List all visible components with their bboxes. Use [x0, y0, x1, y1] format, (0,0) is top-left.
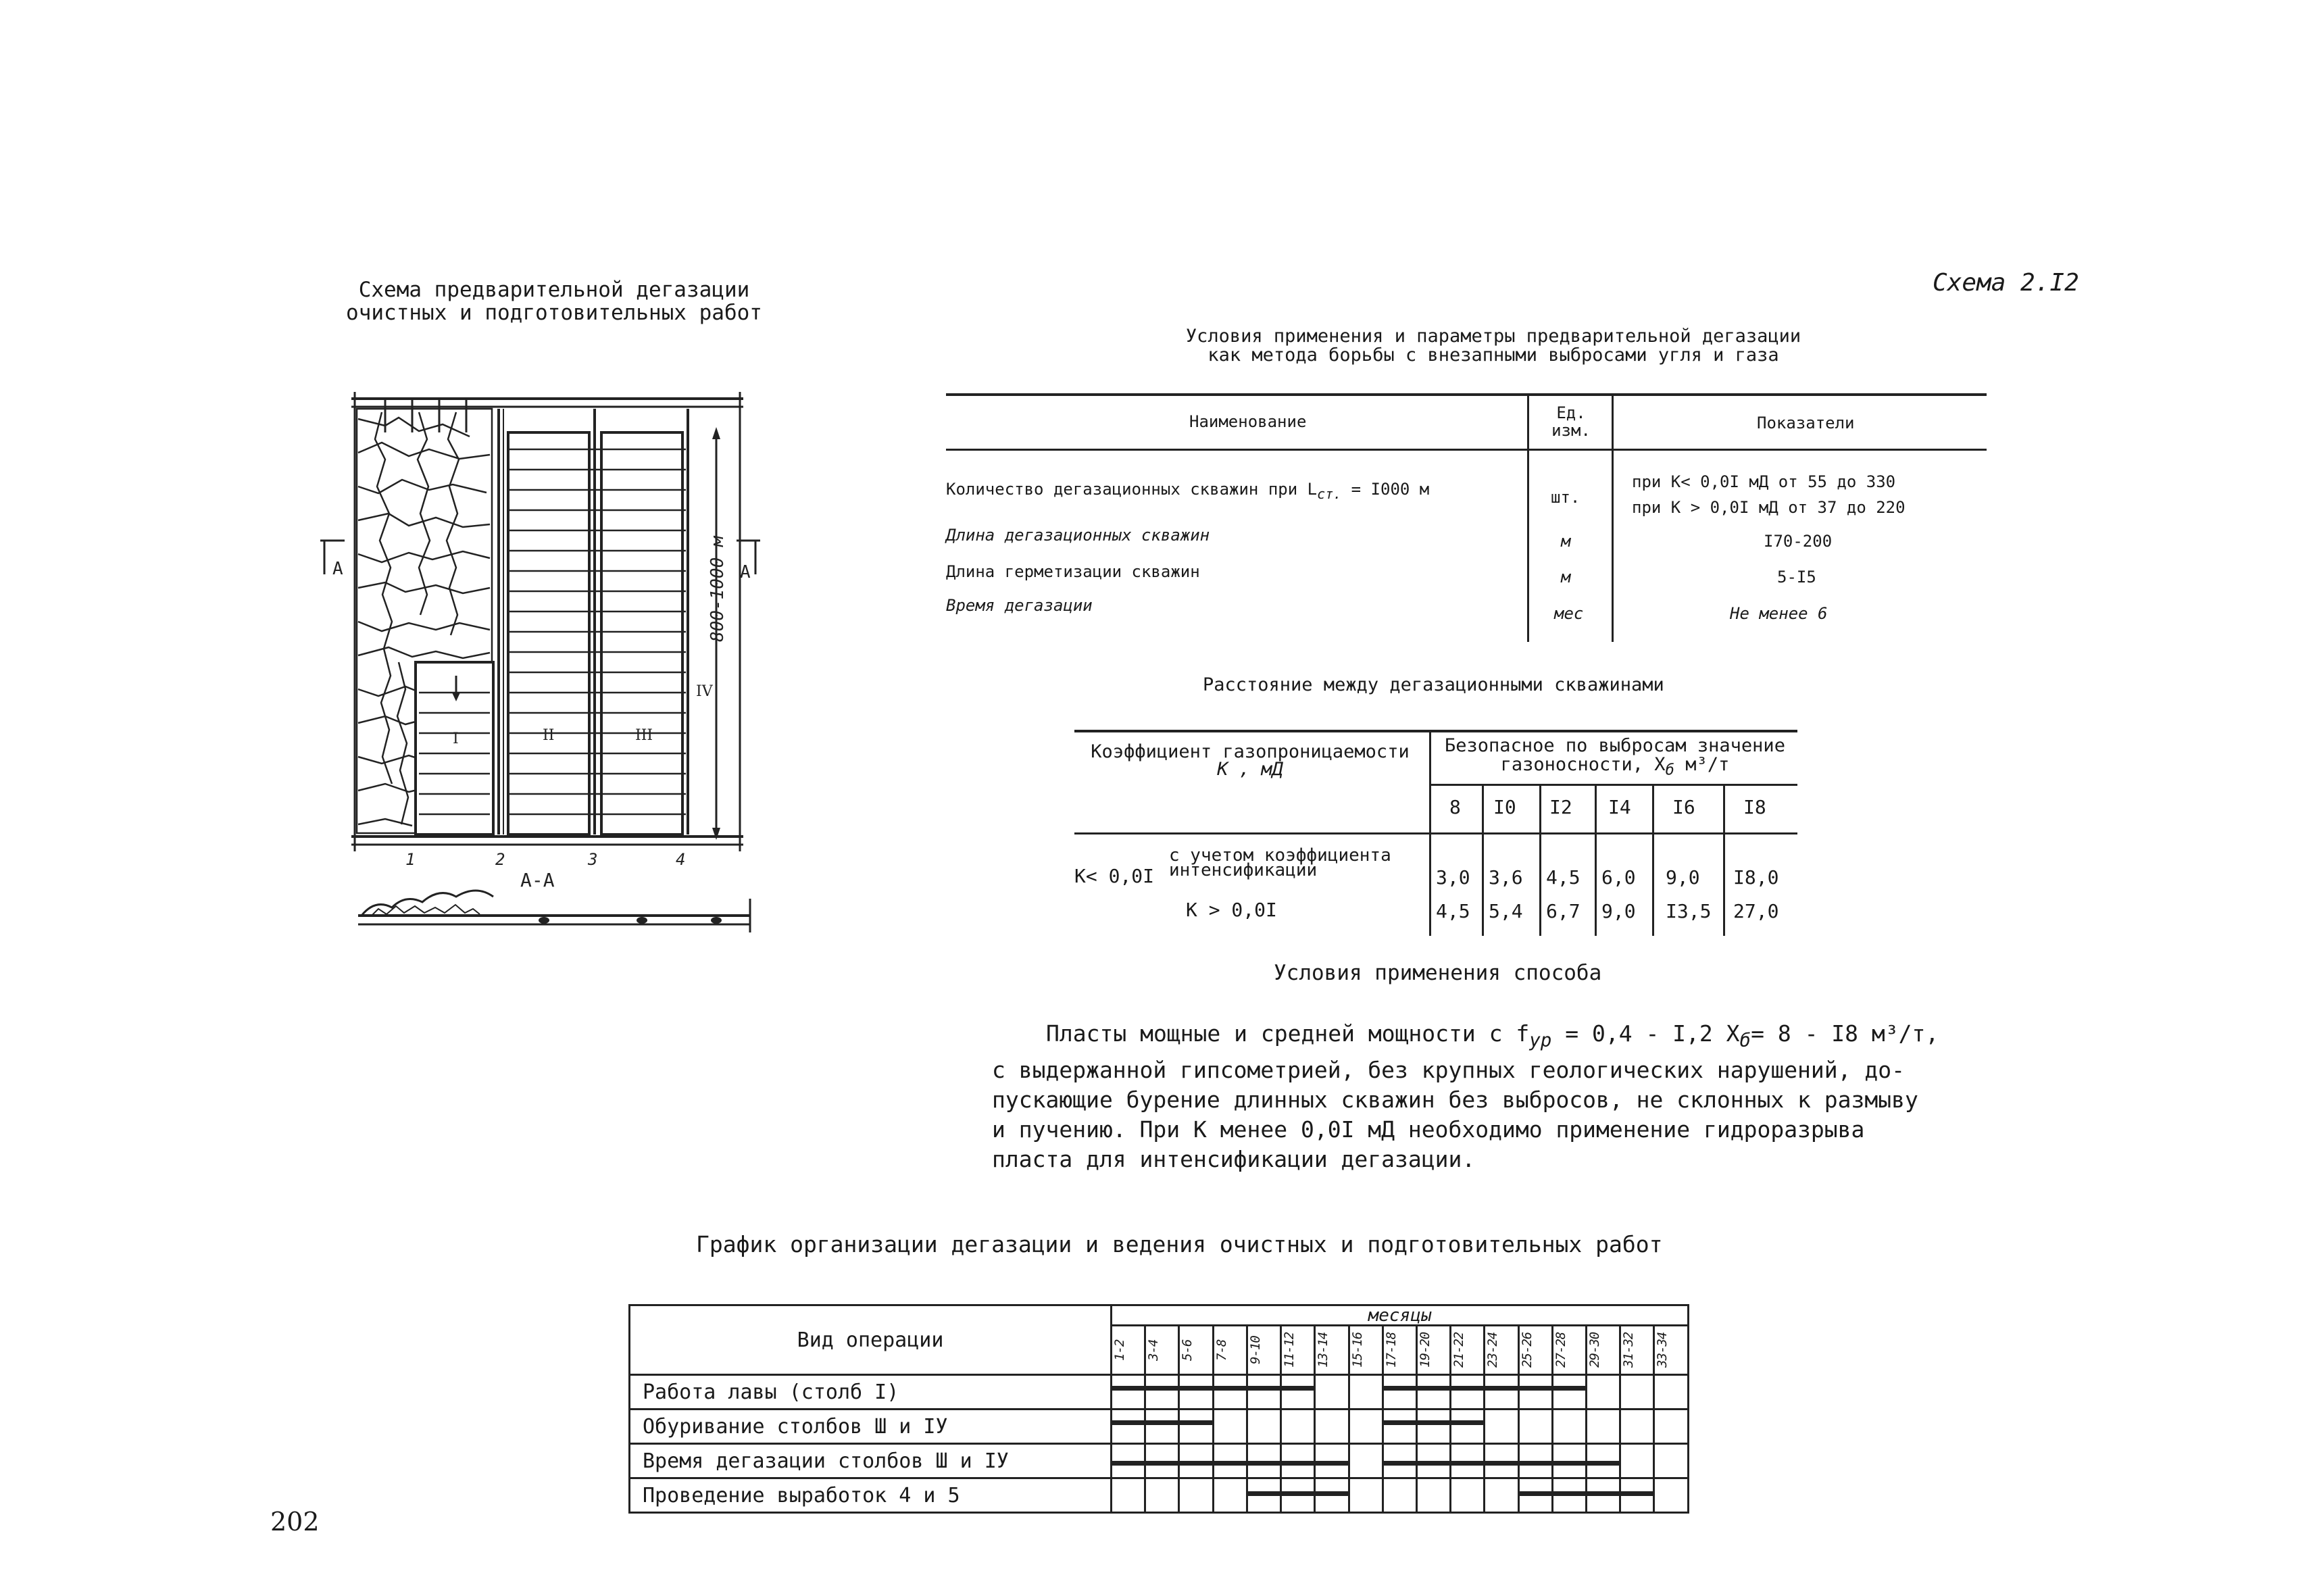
month-header-7: 13-14	[1315, 1326, 1349, 1375]
schedule-bar	[1520, 1491, 1551, 1496]
schedule-bar	[1282, 1491, 1314, 1496]
schedule-bar	[1451, 1386, 1483, 1391]
dist-row-2-v4: 9,0	[1601, 900, 1636, 922]
dist-row-2-v2: 5,4	[1489, 900, 1523, 922]
month-header-8: 15-16	[1349, 1326, 1383, 1375]
dist-row-2-label: К > 0,0I	[1186, 899, 1277, 921]
schedule-cell	[1654, 1444, 1689, 1478]
schedule-cell	[1179, 1444, 1213, 1478]
params-row-1-unit: шт.	[1551, 488, 1580, 507]
schedule-cell	[1179, 1410, 1213, 1444]
schedule-bar	[1248, 1491, 1280, 1496]
schedule-cell	[1179, 1478, 1213, 1513]
params-table-frame	[946, 393, 1987, 642]
dist-row-1-v6: I8,0	[1733, 866, 1779, 889]
schedule-bar	[1485, 1386, 1517, 1391]
schedule-cell	[1179, 1375, 1213, 1410]
schedule-cell	[1552, 1444, 1586, 1478]
params-row-2-value: I70-200	[1764, 532, 1833, 551]
svg-text:3: 3	[588, 850, 598, 869]
schedule-row-label: Работа лавы (столб I)	[630, 1375, 1112, 1410]
schedule-cell	[1213, 1444, 1247, 1478]
params-row-3-name: Длина герметизации скважин	[946, 562, 1200, 581]
schedule-row	[630, 1410, 1689, 1444]
schedule-cell	[1315, 1478, 1349, 1513]
page-number: 202	[270, 1507, 320, 1537]
schedule-cell	[1416, 1478, 1450, 1513]
dist-row-1-v2: 3,6	[1489, 866, 1523, 889]
svg-text:II: II	[543, 727, 555, 744]
month-header-10: 19-20	[1416, 1326, 1450, 1375]
section-label: А-А	[520, 869, 555, 891]
svg-text:1: 1	[405, 850, 416, 869]
svg-text:4: 4	[676, 850, 686, 869]
schedule-cell	[1349, 1410, 1383, 1444]
schedule-cell	[1349, 1478, 1383, 1513]
params-row-2-unit: м	[1561, 532, 1571, 551]
schedule-cell	[1145, 1444, 1179, 1478]
schedule-cell	[1213, 1410, 1247, 1444]
schedule-bar	[1418, 1461, 1449, 1466]
params-header-name: Наименование	[1189, 412, 1307, 431]
month-header-6: 11-12	[1281, 1326, 1315, 1375]
params-row-3-value: 5-I5	[1777, 568, 1816, 587]
params-row-3-unit: м	[1561, 568, 1571, 587]
schedule-bar	[1248, 1461, 1280, 1466]
month-header-3: 5-6	[1179, 1326, 1213, 1375]
schedule-bar	[1112, 1420, 1144, 1425]
schedule-cell	[1247, 1375, 1280, 1410]
params-row-4-unit: мес	[1554, 604, 1584, 623]
params-row-4-name: Время дегазации	[946, 596, 1093, 615]
scheme-label: Схема 2.I2	[1933, 269, 2079, 297]
schedule-bar	[1146, 1420, 1178, 1425]
left-title	[324, 278, 784, 324]
left-title-line-1: Схема предварительной дегазации	[358, 278, 750, 302]
schedule-bar	[1485, 1461, 1517, 1466]
schedule-bar	[1418, 1420, 1449, 1425]
params-header-value: Показатели	[1757, 414, 1855, 432]
schedule-cell	[1416, 1410, 1450, 1444]
schedule-cell	[1349, 1375, 1383, 1410]
schedule-cell	[1620, 1375, 1654, 1410]
schedule-bar	[1587, 1461, 1619, 1466]
schedule-bar	[1587, 1491, 1619, 1496]
schedule-cell	[1281, 1444, 1315, 1478]
params-title-line-2: как метода борьбы с внезапными выбросами угля и газа	[1208, 345, 1779, 366]
month-header-5: 9-10	[1247, 1326, 1280, 1375]
schedule-cell	[1383, 1444, 1416, 1478]
dist-col-3: I2	[1549, 796, 1572, 818]
schedule-months-header: месяцы	[1112, 1305, 1689, 1326]
schedule-cell	[1383, 1478, 1416, 1513]
params-row-4-value: Не менее 6	[1730, 604, 1828, 623]
schedule-cell	[1281, 1410, 1315, 1444]
schedule-cell	[1518, 1375, 1552, 1410]
schedule-cell	[1485, 1444, 1518, 1478]
schedule-cell	[1518, 1410, 1552, 1444]
schedule-cell	[1315, 1410, 1349, 1444]
schedule-cell	[1654, 1375, 1689, 1410]
mine-plan-drawing	[318, 378, 764, 946]
schedule-row	[630, 1478, 1689, 1513]
schedule-bar	[1180, 1461, 1212, 1466]
schedule-bar	[1384, 1386, 1416, 1391]
dist-row-2-v1: 4,5	[1436, 900, 1470, 922]
schedule-cell	[1112, 1478, 1145, 1513]
dist-row-1-label: К< 0,0I	[1074, 865, 1155, 887]
month-header-15: 29-30	[1586, 1326, 1620, 1375]
schedule-bar	[1146, 1386, 1178, 1391]
schedule-cell	[1552, 1410, 1586, 1444]
schedule-bar	[1316, 1461, 1347, 1466]
month-header-1: 1-2	[1112, 1326, 1145, 1375]
schedule-table	[628, 1304, 1689, 1514]
dist-row-2-v6: 27,0	[1733, 900, 1779, 922]
dist-row-1-v3: 4,5	[1546, 866, 1580, 889]
schedule-cell	[1586, 1375, 1620, 1410]
schedule-bar	[1384, 1420, 1416, 1425]
params-header-unit: Ед. изм.	[1551, 403, 1591, 440]
schedule-row-label: Время дегазации столбов Ш и IУ	[630, 1444, 1112, 1478]
schedule-cell	[1213, 1478, 1247, 1513]
schedule-bar	[1520, 1461, 1551, 1466]
dist-row-1-v5: 9,0	[1666, 866, 1700, 889]
schedule-cell	[1485, 1478, 1518, 1513]
schedule-cell	[1518, 1478, 1552, 1513]
params-row-2-name: Длина дегазационных скважин	[946, 526, 1210, 545]
schedule-cell	[1552, 1375, 1586, 1410]
schedule-cell	[1247, 1444, 1280, 1478]
dist-header-left: Коэффициент газопроницаемости К , мД	[1091, 741, 1410, 780]
month-header-16: 31-32	[1620, 1326, 1654, 1375]
schedule-bar	[1451, 1461, 1483, 1466]
schedule-bar	[1214, 1461, 1246, 1466]
schedule-cell	[1145, 1375, 1179, 1410]
dist-row-1-v4: 6,0	[1601, 866, 1636, 889]
schedule-cell	[1654, 1410, 1689, 1444]
schedule-row	[630, 1375, 1689, 1410]
schedule-bar	[1553, 1461, 1585, 1466]
schedule-bar	[1621, 1491, 1653, 1496]
schedule-cell	[1451, 1478, 1485, 1513]
schedule-cell	[1281, 1478, 1315, 1513]
dist-row-2-v3: 6,7	[1546, 900, 1580, 922]
schedule-cell	[1349, 1444, 1383, 1478]
schedule-cell	[1112, 1410, 1145, 1444]
dimension-label: 800-1000 м	[707, 536, 728, 642]
month-header-4: 7-8	[1213, 1326, 1247, 1375]
schedule-bar	[1384, 1461, 1416, 1466]
schedule-bar	[1112, 1461, 1144, 1466]
schedule-bar	[1418, 1386, 1449, 1391]
schedule-bar	[1451, 1420, 1483, 1425]
schedule-cell	[1654, 1478, 1689, 1513]
schedule-cell	[1247, 1478, 1280, 1513]
schedule-cell	[1112, 1375, 1145, 1410]
conditions-text: Пласты мощные и средней мощности с $f_{ур} = 0,4 - I,2$ $Х_б= 8 - I8$ м³/т, с выдержанной гипсометрией, без крупных геологических нарушений, до- пускающие бурение длинных скважин без выбросов, не склонных к размыву и пучению. При К менее 0,0I мД необходимо применение гидроразрыва пласта для интенсификации дегазации.	[992, 1020, 1939, 1172]
params-row-1-value: при К< 0,0I мД от 55 до 330 при К > 0,0I мД от 37 до 220	[1632, 472, 1906, 517]
schedule-bar	[1316, 1491, 1347, 1496]
month-header-12: 23-24	[1485, 1326, 1518, 1375]
schedule-cell	[1620, 1478, 1654, 1513]
schedule-cell	[1416, 1444, 1450, 1478]
schedule-bar	[1146, 1461, 1178, 1466]
month-header-11: 21-22	[1451, 1326, 1485, 1375]
month-header-9: 17-18	[1383, 1326, 1416, 1375]
schedule-cell	[1518, 1444, 1552, 1478]
schedule-cell	[1451, 1444, 1485, 1478]
schedule-cell	[1315, 1444, 1349, 1478]
schedule-bar	[1180, 1386, 1212, 1391]
svg-text:IV: IV	[696, 683, 713, 700]
dist-row-2-v5: I3,5	[1666, 900, 1712, 922]
schedule-cell	[1552, 1478, 1586, 1513]
schedule-bar	[1282, 1386, 1314, 1391]
schedule-cell	[1485, 1375, 1518, 1410]
dist-col-5: I6	[1672, 796, 1695, 818]
conditions-title: Условия применения способа	[1274, 961, 1602, 985]
svg-text:2: 2	[495, 850, 505, 869]
schedule-op-header: Вид операции	[630, 1305, 1112, 1375]
dist-col-1: 8	[1449, 796, 1461, 818]
svg-text:I: I	[453, 730, 459, 747]
dist-col-4: I4	[1608, 796, 1631, 818]
schedule-cell	[1247, 1410, 1280, 1444]
params-title-line-1: Условия применения и параметры предварительной дегазации	[1185, 326, 1801, 347]
params-row-1-name: Количество дегазационных скважин при $L_{ст.} = I000$ м	[946, 480, 1430, 502]
month-header-13: 25-26	[1518, 1326, 1552, 1375]
dist-header-right: Безопасное по выбросам значение газоносности, $Х_б$ м³/т	[1445, 735, 1785, 779]
schedule-row-label: Проведение выработок 4 и 5	[630, 1478, 1112, 1513]
schedule-cell	[1315, 1375, 1349, 1410]
schedule-cell	[1281, 1375, 1315, 1410]
schedule-cell	[1485, 1410, 1518, 1444]
dist-title: Расстояние между дегазационными скважинами	[1203, 674, 1664, 695]
dist-row-1-v1: 3,0	[1436, 866, 1470, 889]
dist-col-6: I8	[1743, 796, 1766, 818]
schedule-bar	[1112, 1386, 1144, 1391]
dist-col-2: I0	[1493, 796, 1516, 818]
schedule-bar	[1248, 1386, 1280, 1391]
schedule-cell	[1620, 1444, 1654, 1478]
schedule-bar	[1553, 1491, 1585, 1496]
schedule-cell	[1383, 1410, 1416, 1444]
svg-text:A: A	[332, 559, 343, 579]
schedule-bar	[1520, 1386, 1551, 1391]
svg-text:III: III	[635, 727, 653, 744]
month-header-17: 33-34	[1654, 1326, 1689, 1375]
month-header-14: 27-28	[1552, 1326, 1586, 1375]
schedule-cell	[1586, 1410, 1620, 1444]
schedule-cell	[1145, 1410, 1179, 1444]
schedule-bar	[1214, 1386, 1246, 1391]
schedule-cell	[1145, 1478, 1179, 1513]
schedule-bar	[1180, 1420, 1212, 1425]
schedule-cell	[1620, 1410, 1654, 1444]
schedule-title: График организации дегазации и ведения очистных и подготовительных работ	[696, 1231, 1663, 1257]
schedule-row	[630, 1444, 1689, 1478]
schedule-cell	[1451, 1410, 1485, 1444]
left-title-line-2: очистных и подготовительных работ	[346, 301, 762, 325]
schedule-row-label: Обуривание столбов Ш и IУ	[630, 1410, 1112, 1444]
schedule-bar	[1553, 1386, 1585, 1391]
schedule-cell	[1383, 1375, 1416, 1410]
schedule-cell	[1416, 1375, 1450, 1410]
dist-table-frame	[1074, 730, 1797, 939]
schedule-cell	[1586, 1478, 1620, 1513]
schedule-cell	[1213, 1375, 1247, 1410]
schedule-bar	[1282, 1461, 1314, 1466]
schedule-cell	[1112, 1444, 1145, 1478]
schedule-cell	[1451, 1375, 1485, 1410]
schedule-cell	[1586, 1444, 1620, 1478]
month-header-2: 3-4	[1145, 1326, 1179, 1375]
params-title	[1054, 327, 1933, 365]
svg-text:A: A	[740, 562, 751, 582]
dist-row-1-note: с учетом коэффициента интенсификации	[1169, 845, 1391, 880]
